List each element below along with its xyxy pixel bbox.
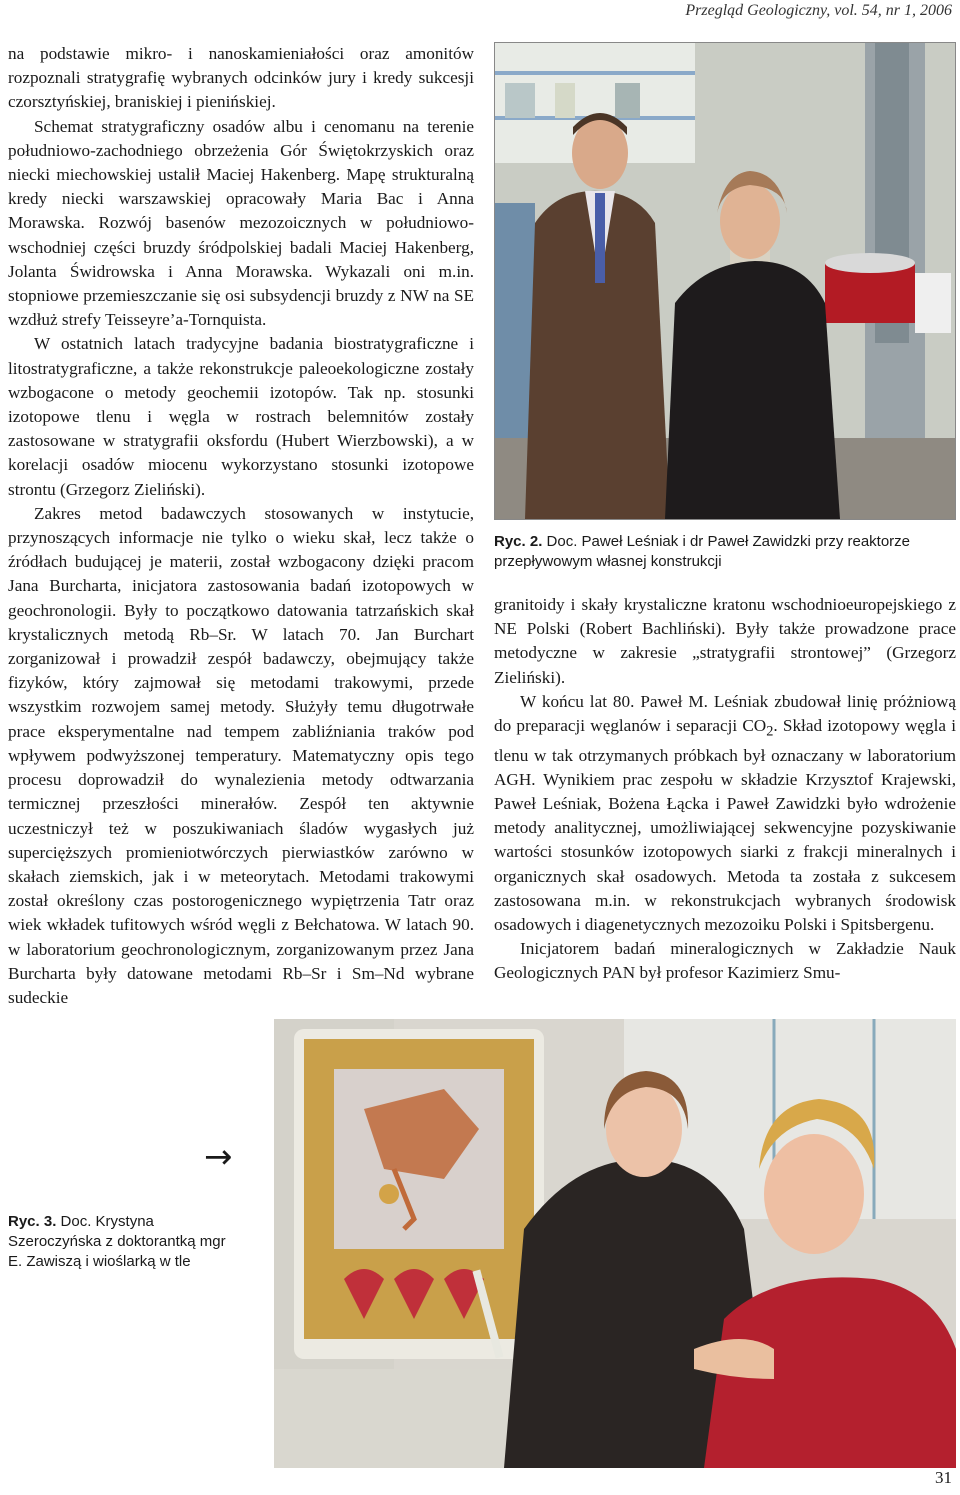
caption-text: Doc. Paweł Leśniak i dr Paweł Zawidzki przy reaktorze przepływowym własnej konstrukcji bbox=[494, 533, 911, 570]
paragraph: Zakres metod badawczych stosowanych w instytucie, przynoszących informacje nie tylko o wieku skał, lecz także o źródłach budującej je materii, został wzbogacony dzięki pracom Jana Burcharta, inicjatora zastosowania badań izotopowych w geochronologii. Były to początkowo datowania tatrzańskich skał krystalicznych metodą Rb–Sr. W latach 70. Jan Burchart zorganizował i prowadził zespół badawczy, obejmujący także fizyków, który zajmował się metodami trakowymi, przede wszystkim rozwojem samej metody. Służyły temu długotrwałe prace eksperymentalne nad tempem zabliźniania traków pod wpływem podwyższonej temperatury. Matematyczny opis tego procesu doprowadził do wynalezienia metody odtwarzania termicznej przeszłości minerałów. Zespół ten aktywnie uczestniczył też w poszukiwaniach śladów wygasłych już supercięższych promieniotwórczych pierwiastków zarówno w skałach ziemskich, jak i w meteorytach. Metodami trakowymi został określony czas postorogenicznego wypiętrzenia Tatr oraz wiek wkładek tufitowych wśród węgli z Bełchatowa. W latach 90. w laboratorium geochronologicznym, zorganizowanym przez Jana Burcharta były datowane metodami Rb–Sr i Sm–Nd wybrane sudeckie bbox=[8, 503, 474, 1007]
figure-2-photo bbox=[494, 42, 956, 520]
right-text-column bbox=[494, 593, 956, 986]
figure-3-caption bbox=[8, 1212, 240, 1272]
running-head: Przegląd Geologiczny, vol. 54, nr 1, 2006 bbox=[685, 2, 952, 19]
paragraph: Inicjatorem badań mineralogicznych w Zakładzie Nauk Geologicznych PAN był profesor Kazimierz Smu- bbox=[494, 939, 956, 983]
paragraph: na podstawie mikro- i nanoskamieniałości oraz amonitów rozpoznali stratygrafię wybranych odcinków jury i kredy sukcesji czorsztyńskiej, braniskiej i pienińskiej. bbox=[8, 44, 474, 112]
arrow-icon: → bbox=[204, 1137, 233, 1177]
paragraph bbox=[494, 690, 956, 937]
caption-text: Doc. Krystyna Szeroczyńska z doktorantką mgr E. Zawiszą i wioślarką w tle bbox=[8, 1213, 226, 1270]
subscript: 2 bbox=[766, 723, 774, 740]
figure-2-caption bbox=[494, 532, 958, 572]
figure-3-photo bbox=[274, 1019, 956, 1468]
paragraph-text: . Skład izotopowy węgla i tlenu w tak otrzymanych próbkach był oznaczany w laboratorium AGH. Wynikiem prac zespołu w składzie Krzysztof Krajewski, Paweł Leśniak, Bożena Łącka i Paweł Zawidzki było wdrożenie metody analitycznej, umożliwiającej sekwencyjne pozyskiwanie wartości stosunków izotopowych siarki z frakcji mineralnych i organicznych skał osadowych. Metoda ta została z sukcesem zastosowana m.in. w rekonstrukcjach wybranych środowisk osadowych i diagenetycznych mezozoiku Polski i Spitsbergenu. bbox=[494, 716, 957, 935]
page-number: 31 bbox=[935, 1468, 952, 1487]
paragraph-text: W końcu lat 80. Paweł M. Leśniak zbudował linię próżniową do preparacji węglanów i separacji CO bbox=[494, 691, 956, 736]
figure-label: Ryc. 3. bbox=[8, 1213, 57, 1230]
paragraph: granitoidy i skały krystaliczne kratonu wschodnioeuropejskiego z NE Polski (Robert Bachliński). Były także prowadzone prace metodyczne w zakresie „stratygrafii strontowej” (Grzegorz Zieliński). bbox=[494, 595, 956, 687]
paragraph: Schemat stratygraficzny osadów albu i cenomanu na terenie południowo-zachodniego obrzeżenia Gór Świętokrzyskich oraz niecki miechowskiej ustalił Maciej Hakenberg. Mapę strukturalną kredy niecki warszawskiej opracowały Maria Bac i Anna Morawska. Rozwój basenów mezozoicznych w południowo-wschodniej części bruzdy śródpolskiej badali Maciej Hakenberg, Jolanta Świdrowska i Anna Morawska. Wykazali oni m.in. stopniowe przemieszczanie się osi subsydencji bruzdy z NW na SE wzdłuż strefy Teisseyre’a-Tornquista. bbox=[8, 116, 474, 330]
figure-label: Ryc. 2. bbox=[494, 533, 543, 550]
microscope-monitor-photo bbox=[274, 1019, 956, 1468]
paragraph: W ostatnich latach tradycyjne badania biostratygraficzne i litostratygraficzne, a także rekonstrukcje paleoekologiczne zostały wzbogacone o metody geochemii izotopów. Tak np. stosunki izotopowe tlenu i węgla w rostrach belemnitów zostały zastosowane w stratygrafii oksfordu (Hubert Wierzbowski), a w korelacji osadów miocenu wykorzystano stosunki izotopowe strontu (Grzegorz Zieliński). bbox=[8, 334, 474, 499]
left-text-column bbox=[8, 42, 474, 1010]
lab-reactor-photo bbox=[495, 43, 955, 519]
